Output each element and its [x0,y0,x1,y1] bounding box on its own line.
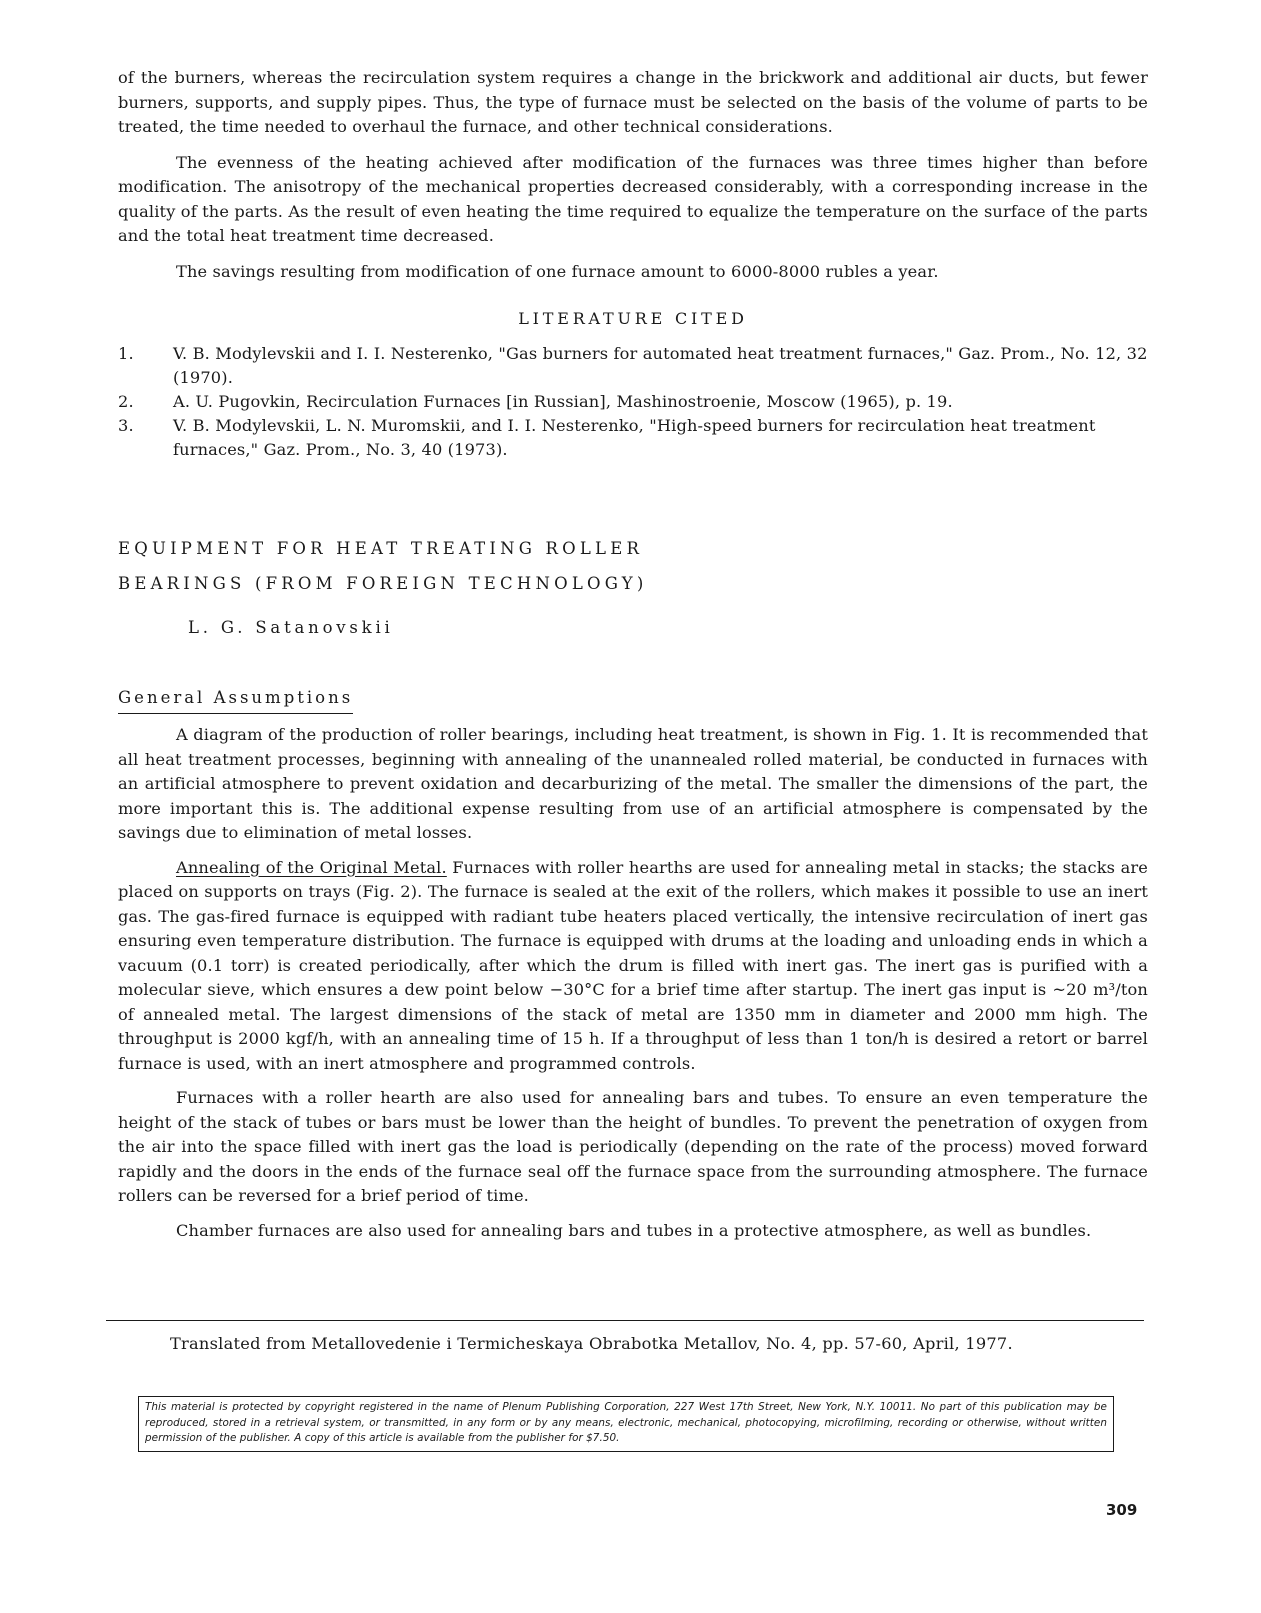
article-author: L. G. Satanovskii [188,618,394,637]
reference-text: A. U. Pugovkin, Recirculation Furnaces [in Russian], Mashinostroenie, Moscow (1965), p. 19. [173,392,953,411]
intro-continuation [118,66,1148,295]
reference-number: 2. [118,392,134,411]
section-heading: General Assumptions [118,686,353,714]
reference-item [118,414,1148,462]
intro-paragraph: The evenness of the heating achieved after modification of the furnaces was three times higher than before modification. The anisotropy of the mechanical properties decreased considerably, with a corresponding increase in the quality of the parts. As the result of even heating the time required to equalize the temperature on the surface of the parts and the total heat treatment time decreased. [118,152,1148,245]
literature-cited-heading: LITERATURE CITED [518,309,748,328]
body-paragraph-text: Furnaces with roller hearths are used for annealing metal in stacks; the stacks are placed on supports on trays (Fig. 2). The furnace is sealed at the exit of the rollers, which makes it possible to use an inert gas. The gas-fired furnace is equipped with radiant tube heaters placed vertically, the intensive recirculation of inert gas ensuring even temperature distribution. The furnace is equipped with drums at the loading and unloading ends in which a vacuum (0.1 torr) is created periodically, after which the drum is filled with inert gas. The inert gas is purified with a molecular sieve, which ensures a dew point below −30°C for a brief time after startup. The inert gas input is ~20 m³/ton of annealed metal. The largest dimensions of the stack of metal are 1350 mm in diameter and 2000 mm high. The throughput is 2000 kgf/h, with an annealing time of 15 h. If a throughput of less than 1 ton/h is desired a retort or barrel furnace is used, with an inert atmosphere and programmed controls. [118,857,1148,1073]
article-title-line: EQUIPMENT FOR HEAT TREATING ROLLER [118,539,644,558]
run-in-heading: Annealing of the Original Metal. [176,857,447,877]
article-title [118,532,648,601]
reference-item [118,390,1148,414]
article-title-line: BEARINGS (FROM FOREIGN TECHNOLOGY) [118,573,648,593]
reference-list [118,342,1148,462]
footnote-divider [106,1320,1144,1321]
reference-number: 1. [118,344,134,363]
intro-paragraph: The savings resulting from modification of one furnace amount to 6000-8000 rubles a year. [176,261,939,281]
reference-text: V. B. Modylevskii, L. N. Muromskii, and I. I. Nesterenko, "High-speed burners for recirculation heat treatment furnaces," Gaz. Prom., No. 3, 40 (1973). [173,416,1096,459]
page-number: 309 [1106,1501,1138,1519]
translation-note: Translated from Metallovedenie i Termicheskaya Obrabotka Metallov, No. 4, pp. 57-60, April, 1977. [170,1334,1013,1353]
body-paragraph: Chamber furnaces are also used for annealing bars and tubes in a protective atmosphere, as well as bundles. [176,1220,1092,1240]
copyright-notice: This material is protected by copyright registered in the name of Plenum Publishing Corporation, 227 West 17th Street, New York, N.Y. 10011. No part of this publication may be reproduced, stored in a retrieval system, or transmitted, in any form or by any means, electronic, mechanical, photocopying, microfilming, recording or otherwise, without written permission of the publisher. A copy of this article is available from the publisher for $7.50. [138,1396,1114,1452]
reference-text: V. B. Modylevskii and I. I. Nesterenko, "Gas burners for automated heat treatment furnaces," Gaz. Prom., No. 12, 32 (1970). [173,344,1148,387]
body-paragraph: A diagram of the production of roller bearings, including heat treatment, is shown in Fig. 1. It is recommended that all heat treatment processes, beginning with annealing of the unannealed rolled material, be conducted in furnaces with an artificial atmosphere to prevent oxidation and decarburizing of the metal. The smaller the dimensions of the part, the more important this is. The additional expense resulting from use of an artificial atmosphere is compensated by the savings due to elimination of metal losses. [118,725,1148,842]
reference-number: 3. [118,416,134,435]
article-body [118,723,1148,1253]
body-paragraph [118,856,1148,1077]
reference-item [118,342,1148,390]
intro-paragraph: of the burners, whereas the recirculation system requires a change in the brickwork and additional air ducts, but fewer burners, supports, and supply pipes. Thus, the type of furnace must be selected on the basis of the volume of parts to be treated, the time needed to overhaul the furnace, and other technical considerations. [118,68,1148,136]
body-paragraph: Furnaces with a roller hearth are also used for annealing bars and tubes. To ensure an even temperature the height of the stack of tubes or bars must be lower than the height of bundles. To prevent the penetration of oxygen from the air into the space filled with inert gas the load is periodically (depending on the rate of the process) moved forward rapidly and the doors in the ends of the furnace seal off the furnace space from the surrounding atmosphere. The furnace rollers can be reversed for a brief period of time. [118,1088,1148,1205]
